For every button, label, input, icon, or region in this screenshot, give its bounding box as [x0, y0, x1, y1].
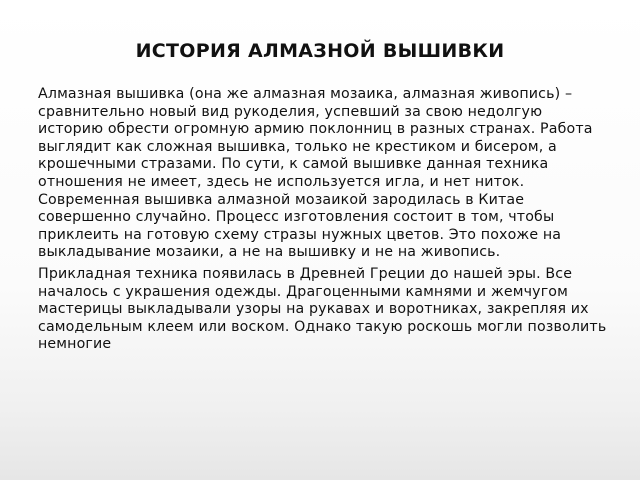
body-text — [38, 86, 608, 358]
page-title: ИСТОРИЯ АЛМАЗНОЙ ВЫШИВКИ — [135, 40, 505, 62]
paragraph-1: Алмазная вышивка (она же алмазная мозаика, алмазная живопись) – сравнительно новый вид рукоделия, успевший за свою недолгую историю обрести огромную армию поклонниц в разных странах. Работа выглядит как сложная вышивка, только не крестиком и бисером, а крошечными стразами. По сути, к самой вышивке данная техника отношения не имеет, здесь не используется игла, и нет ниток. Современная вышивка алмазной мозаикой зародилась в Китае совершенно случайно. Процесс изготовления состоит в том, чтобы приклеить на готовую схему стразы нужных цветов. Это похоже на выкладывание мозаики, а не на вышивку и не на живопись. — [38, 86, 593, 261]
paragraph-2: Прикладная техника появилась в Древней Греции до нашей эры. Все началось с украшения одежды. Драгоценными камнями и жемчугом мастерицы выкладывали узоры на рукавах и воротниках, закрепляя их самодельным клеем или воском. Однако такую роскошь могли позволить немногие — [38, 265, 607, 353]
